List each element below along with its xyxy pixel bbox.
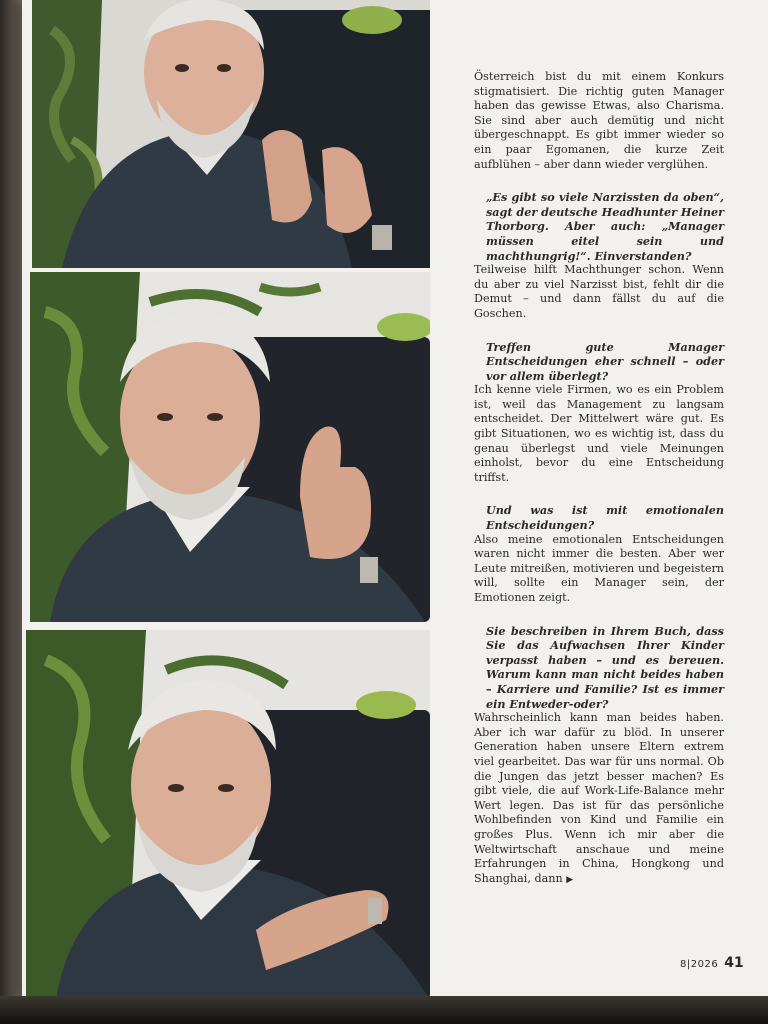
table-surface — [0, 996, 768, 1024]
photo-speaker-thumbs-up — [30, 272, 430, 622]
page-footer — [680, 952, 744, 971]
continue-arrow-icon: ▶ — [566, 874, 574, 885]
answer-paragraph: Österreich bist du mit einem Konkurs stigmatisiert. Die richtig guten Manager haben das gewisse Etwas, also Charisma. Sie sind aber auch demütig und nicht übergeschnappt. Es gibt immer wieder so ein paar Egomanen, die kurze Zeit aufblühen – aber dann wieder verglühen. — [474, 70, 724, 171]
answer-paragraph: Teilweise hilft Machthunger schon. Wenn du aber zu viel Narzisst bist, fehlt dir die Demut – und dann fällst du auf die Goschen. — [474, 263, 724, 320]
answer-text: Wahrscheinlich kann man beides haben. Aber ich war dafür zu blöd. In unserer Generation haben unsere Eltern extrem viel gearbeitet. Das war für uns normal. Ob die Jungen das jetzt besser machen? Es gibt viele, die auf Work-Life-Balance mehr Wert legen. Das ist für das persönliche Wohlbefinden von Kind und Familie ein großes Plus. Wenn ich mir aber die Weltwirtschaft anschaue und meine Erfahrungen in China, Hongkong und Shanghai, dann — [474, 711, 724, 885]
answer-paragraph: Ich kenne viele Firmen, wo es ein Problem ist, weil das Management zu langsam entscheidet. Der Mittelwert wäre gut. Es gibt Situationen, wo es wichtig ist, dass du genau überlegst und viele Meinungen einholst, bevor du eine Entscheidung triffst. — [474, 383, 724, 484]
question-paragraph: Sie beschreiben in Ihrem Buch, dass Sie das Aufwachsen Ihrer Kinder verpasst haben – und es bereuen. Warum kann man nicht beides haben – Karriere und Familie? Ist es immer ein Entweder-oder? — [486, 623, 724, 711]
question-paragraph: Treffen gute Manager Entscheidungen eher schnell – oder vor allem überlegt? — [486, 339, 724, 383]
answer-paragraph: Also meine emotionalen Entscheidungen waren nicht immer die besten. Aber wer Leute mitreißen, motivieren und begeistern will, sollte ein Manager sein, der Emotionen zeigt. — [474, 532, 724, 604]
page-number: 41 — [724, 955, 744, 971]
photo-speaker-resting — [26, 630, 430, 1000]
question-paragraph: Und was ist mit emotionalen Entscheidungen? — [486, 503, 724, 533]
ghost-heading-bleedthrough — [470, 36, 730, 66]
question-paragraph: „Es gibt so viele Narzissten da oben“, sagt der deutsche Headhunter Heiner Thorborg. Aber auch: „Manager müssen eitel sein und machthungrig!“. Einverstanden? — [486, 190, 724, 263]
photo-speaker-gesturing — [32, 0, 430, 268]
article-column — [474, 70, 724, 905]
answer-paragraph-continued — [474, 711, 724, 887]
issue-number: 8|2026 — [680, 959, 719, 970]
